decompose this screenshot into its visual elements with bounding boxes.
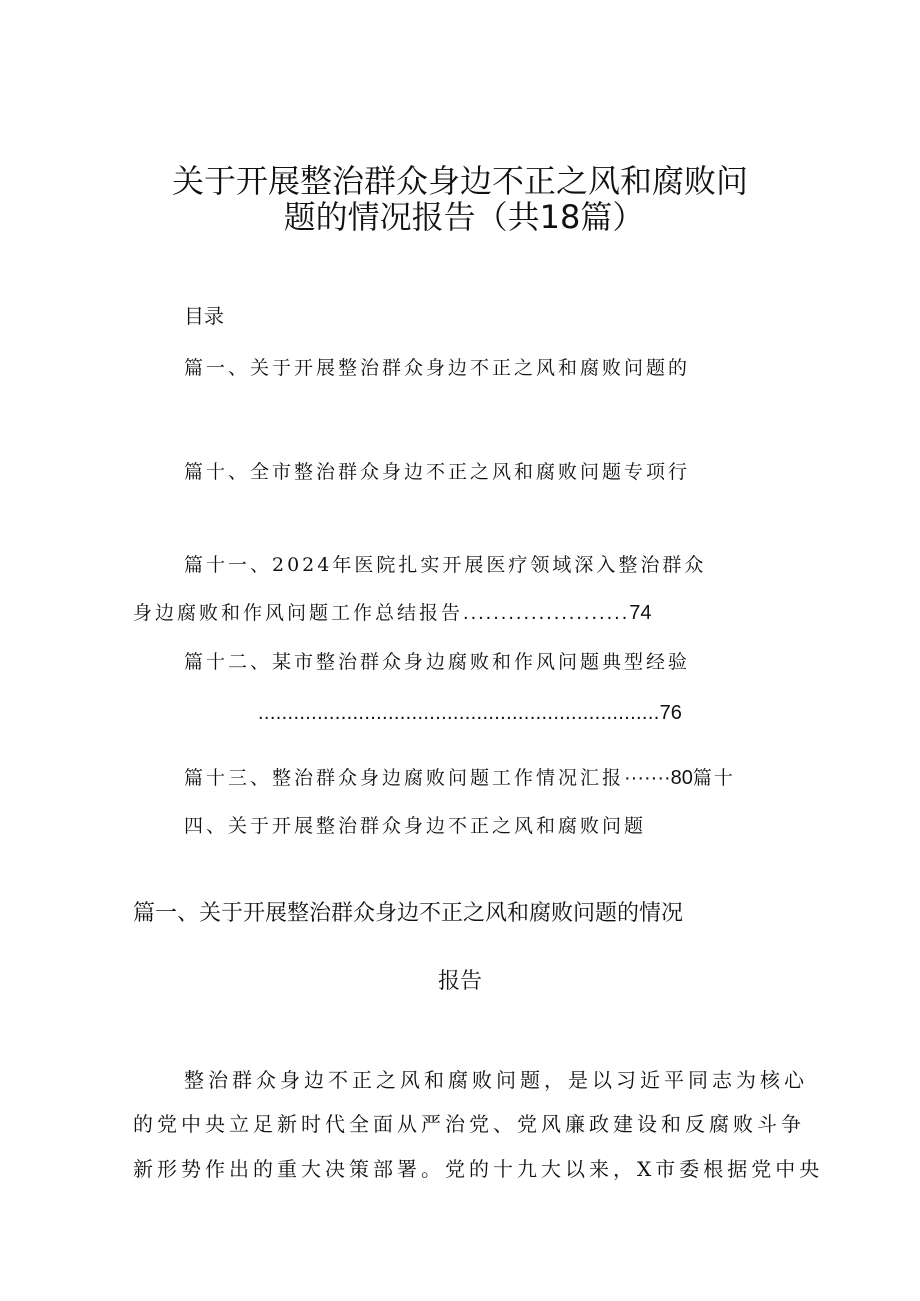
toc-page-number: 74 xyxy=(629,602,652,624)
document-title-line1: 关于开展整治群众身边不正之风和腐败问 xyxy=(171,162,748,200)
toc-label: 目录 xyxy=(184,304,224,328)
toc-page-number: 76 xyxy=(659,702,682,724)
toc-entry-10[interactable]: 篇十、全市整治群众身边不正之风和腐败问题专项行 xyxy=(184,461,691,483)
toc-entry-14[interactable]: 四、关于开展整治群众身边不正之风和腐败问题 xyxy=(184,815,647,837)
toc-entry-13[interactable] xyxy=(184,763,735,790)
toc-entry-11[interactable]: 篇十一、2024年医院扎实开展医疗领域深入整治群众 xyxy=(184,554,707,576)
toc-entry-text: 篇十三、整治群众身边腐败问题工作情况汇报 xyxy=(184,767,625,789)
toc-entry-12-continued[interactable] xyxy=(258,702,682,725)
body-line-3: 新形势作出的重大决策部署。党的十九大以来，X市委根据党中央 xyxy=(133,1157,824,1181)
toc-dot-leader: ...................... xyxy=(463,602,630,624)
section-title-line1: 篇一、关于开展整治群众身边不正之风和腐败问题的情况 xyxy=(133,901,684,926)
document-title-line2: 题的情况报告（共18篇） xyxy=(283,198,645,236)
section-title-line2: 报告 xyxy=(437,969,482,994)
toc-dot-leader: .................................................................... xyxy=(258,702,660,724)
body-line-2: 的党中央立足新时代全面从严治党、党风廉政建设和反腐败斗争 xyxy=(133,1112,805,1136)
toc-entry-text: 身边腐败和作风问题工作总结报告 xyxy=(133,602,464,624)
toc-entry-11-continued[interactable] xyxy=(133,598,652,625)
toc-dot-leader: ······· xyxy=(624,767,671,789)
toc-page-number: 80 xyxy=(670,767,693,789)
toc-entry-1[interactable]: 篇一、关于开展整治群众身边不正之风和腐败问题的 xyxy=(184,357,691,379)
toc-entry-12[interactable]: 篇十二、某市整治群众身边腐败和作风问题典型经验 xyxy=(184,651,691,673)
toc-entry-14-start: 篇十 xyxy=(692,767,735,789)
body-line-1: 整治群众身边不正之风和腐败问题，是以习近平同志为核心 xyxy=(184,1068,808,1092)
